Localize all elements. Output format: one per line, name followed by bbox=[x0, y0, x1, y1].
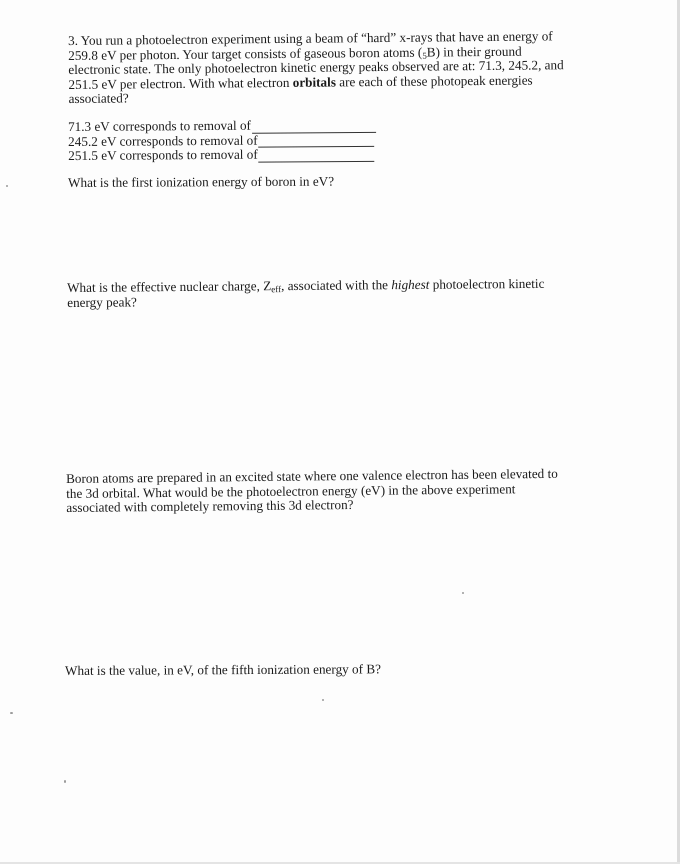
question-3d-electron: Boron atoms are prepared in an excited state where one valence electron has been elevated to the 3d orbital. What would be the photoelectron energy (eV) in the above experiment associated with completely removing this 3d electron? bbox=[65, 465, 558, 516]
answer-blank-2[interactable] bbox=[259, 135, 375, 148]
answer-row-3: 251.5 eV corresponds to removal of bbox=[68, 147, 408, 164]
orbitals-emphasis: orbitals bbox=[292, 74, 336, 90]
scan-speck bbox=[6, 185, 8, 187]
scan-speck bbox=[10, 712, 13, 714]
problem-line-3: electronic state. The only photoelectron kinetic energy peaks observed are at: 71.3, 245.2, and bbox=[68, 57, 564, 78]
scan-speck bbox=[322, 699, 324, 701]
question-first-ionization: What is the first ionization energy of boron in eV? bbox=[67, 173, 335, 190]
problem-number: 3. bbox=[67, 32, 79, 48]
boron-atomic-number: 5 bbox=[422, 50, 427, 61]
answer-blank-1[interactable] bbox=[252, 120, 376, 133]
problem-statement bbox=[68, 29, 629, 107]
scan-speck bbox=[64, 780, 66, 783]
answer-blanks bbox=[68, 118, 408, 164]
answer-row-2: 245.2 eV corresponds to removal of bbox=[68, 132, 408, 149]
question-fifth-ionization: What is the value, in eV, of the fifth ionization energy of B? bbox=[64, 661, 382, 678]
question-effective-charge: What is the effective nuclear charge, $Z_{eff}$, associated with the highest photoelectron kinetic energy peak? bbox=[66, 275, 545, 310]
highest-emphasis: highest bbox=[391, 276, 430, 293]
answer-blank-3[interactable] bbox=[259, 150, 375, 163]
answer-row-1: 71.3 eV corresponds to removal of bbox=[68, 118, 408, 135]
problem-line-2: 259.8 eV per photon. Your target consists of gaseous boron atoms $(_5B)$ in their ground bbox=[68, 43, 522, 63]
problem-line-4: 251.5 eV per electron. With what electron orbitals are each of these photopeak energies bbox=[68, 72, 533, 92]
scan-speck bbox=[462, 592, 464, 594]
problem-line-5: associated? bbox=[68, 90, 129, 107]
problem-line-1: 3. You run a photoelectron experiment using a beam of “hard” x-rays that have an energy of bbox=[67, 28, 553, 48]
eff-subscript: eff bbox=[271, 284, 282, 295]
